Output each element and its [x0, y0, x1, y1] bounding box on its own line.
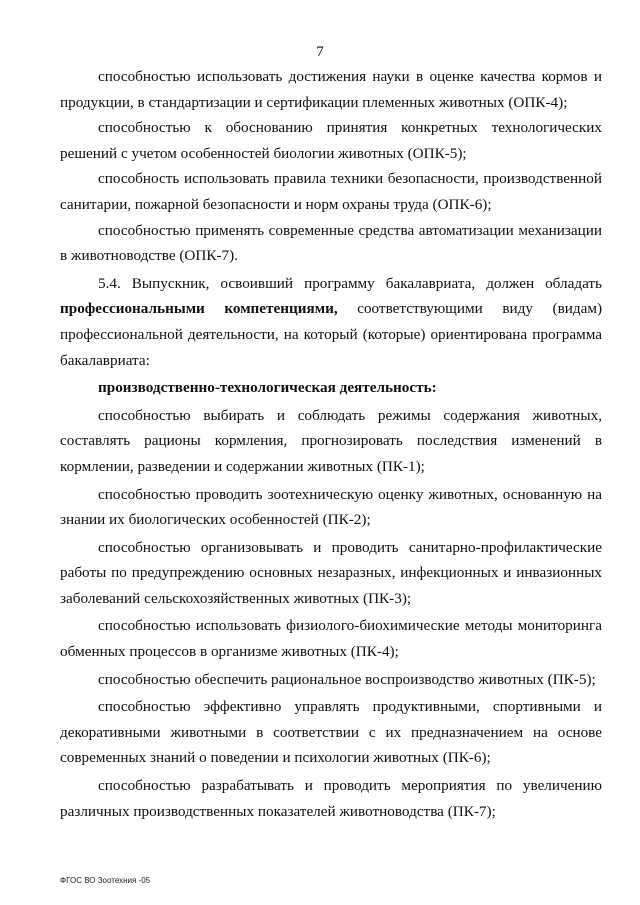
- section-tail: соответствующими виду (видам) профессиональной деятельности, на который (которые) ориентирована программа бакалавриата:: [60, 300, 603, 369]
- competency-pk-2: способностью проводить зоотехническую оценку животных, основанную на знании их биологических особенностей (ПК-2);: [60, 485, 602, 529]
- paragraph-opk-6: способность использовать правила техники безопасности, производственной санитарии, пожарной безопасности и норм охраны труда (ОПК-6);: [60, 170, 602, 213]
- section-lead: 5.4. Выпускник, освоивший программу бакалавриата, должен обладать: [98, 274, 602, 292]
- competency-pk-1: способностью выбирать и соблюдать режимы содержания животных, составлять рационы кормления, прогнозировать последствия изменений в кормлении, разведении и содержании животных (ПК-1);: [60, 406, 602, 475]
- paragraph-opk-7: способностью применять современные средства автоматизации механизации в животноводстве (ОПК-7).: [60, 221, 602, 265]
- section-bold-term: профессиональными компетенциями,: [60, 300, 338, 318]
- competency-pk-5: способностью обеспечить рациональное воспроизводство животных (ПК-5);: [98, 670, 596, 688]
- competency-pk-6: способностью эффективно управлять продуктивными, спортивными и декоративными животными в соответствии с их предназначением на основе современных знаний о поведении и психологии животных (ПК-6);: [60, 698, 602, 767]
- competency-pk-4: способностью использовать физиолого-биохимические методы мониторинга обменных процессов в организме животных (ПК-4);: [60, 617, 602, 661]
- document-body: [60, 64, 602, 824]
- page-number: 7: [316, 44, 324, 60]
- page-footer: ФГОС ВО Зоотехния -05: [60, 876, 151, 885]
- competency-pk-3: способностью организовывать и проводить санитарно-профилактические работы по предупреждению основных незаразных, инфекционных и инвазионных заболеваний сельскохозяйственных животных (ПК-3);: [60, 538, 602, 607]
- section-5-4-intro: [60, 271, 602, 373]
- activity-heading: производственно-технологическая деятельность:: [98, 379, 437, 397]
- paragraph-opk-5: способностью к обоснованию принятия конкретных технологических решений с учетом особенностей биологии животных (ОПК-5);: [60, 119, 602, 162]
- competency-pk-7: способностью разрабатывать и проводить мероприятия по увеличению различных производственных показателей животноводства (ПК-7);: [60, 777, 602, 820]
- paragraph-opk-4: способностью использовать достижения науки в оценке качества кормов и продукции, в стандартизации и сертификации племенных животных (ОПК-4);: [60, 68, 602, 111]
